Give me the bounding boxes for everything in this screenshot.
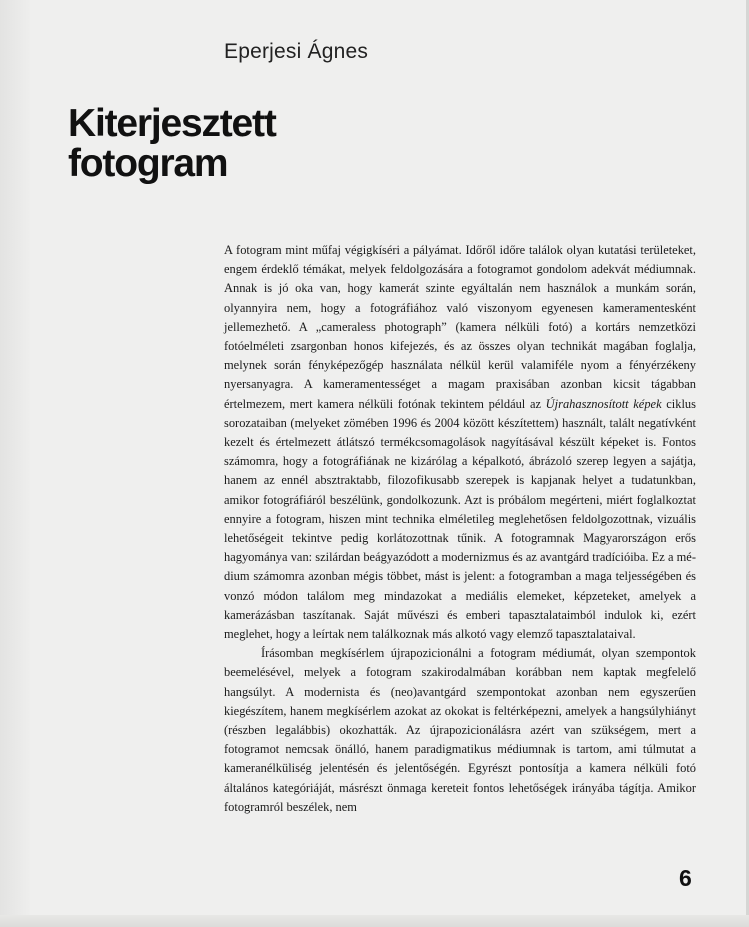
paragraph-2: Írásomban megkísérlem újrapozicionálni a fotogram médiumát, olyan szempontok beemelésével, melyek a fotogram szakirodalmában korábban nem kaptak megfelelő hangsúlyt. A modernista és (neo)avantgárd szempontokat azonban nem egyszerűen kiegészítem, hanem megkísérlem azokat az okokat is feltérképezni, amelyek a hangsúlyhiányt (részben legalábbis) okozhatták. Az újrapozicionálásra azért van szükségem, mert a fotogramot nemcsak önálló, hanem paradigmatikus médiumnak is tartom, ami túlmutat a kameranélküliség jelentésén és jelentőségén. Egyrészt pontosítja a kamera nélküli fotó általános kategóriáját, másrészt önmaga kereteit fontos lehetőségek irányába tágítja. Amikor fotogramról beszélek, nem [224,646,696,814]
author-name: Eperjesi Ágnes [224,40,369,63]
paragraph-1-part-1: A fotogram mint műfaj végigkíséri a pályámat. Időről időre találok olyan kutatási területeket, engem érdeklő témákat, melyek feldolgozására a fotogramot gondolom adekvát médiumnak. Annak is jó oka van, hogy kamerát szinte egyáltalán nem használok a munkám során, olyannyira nem, hogy a fotográfiához való viszonyom egyenesen kameramentesként jellemezhető. A „cameraless photograph” (kamera nélküli fotó) a kortárs nemzetközi fotóelméleti zsargonban honos kifejezés, és az összes olyan technikát magában foglalja, melynek során fényképezőgép használata nélkül kerül valamiféle nyom a fényérzékeny nyersanyagra. A kameramentességet a magam praxisában azonban kicsit tágabban értelmezem, mert kamera nélküli fotónak tekintem például az [224,243,696,411]
page-number: 6 [679,865,692,891]
artwork-series-title: Újrahasznosított képek [545,396,662,411]
chapter-title-line-1: Kiterjesztett [68,102,276,145]
page-gutter [0,0,30,927]
paragraph-1 [224,241,696,644]
page-edge-bottom [0,915,749,927]
paragraph-1-part-2: ciklus sorozataiban (melyeket zömében 1996 és 2004 között készítettem) használt, talált negatívként kezelt és értelmezett átlátszó termékcsomagolások nagyításával készült képeket is. Fontos számomra, hogy a fotográfiának ne kizárólag a képalkotó, ábrázoló szerep legyen a sajátja, hanem az ennél absztraktabb, filozofikusabb szerepek is kapjanak helyet a tudatunkban, amikor fotográfiáról beszélünk, gondolkozunk. Azt is próbálom megérteni, miért foglalkoztat ennyire a fotogram, hiszen mint technika elméletileg meglehetősen feldolgozottnak, vizuális lehetőségeit tekintve pedig korlátozottnak tűnik. A fotogramnak Magyarországon erős hagyománya van: szilárdan beágyazódott a modernizmus és az avantgárd tradícióiba. Ez a médium számomra azonban mégis többet, mást is jelent: a fotogramban a maga teljességében és vonzó módon találom meg mindazokat a mediális elemeket, képzeteket, amelyek a kamerázásban taszítanak. Saját művészi és emberi tapasztalataimból indulok ki, ezért meglehet, hogy a leírtak nem találkoznak más alkotó vagy elemző tapasztalataival. [224,396,696,642]
chapter-title [68,104,276,184]
body-text [224,241,696,817]
chapter-title-line-2: fotogram [68,142,228,185]
